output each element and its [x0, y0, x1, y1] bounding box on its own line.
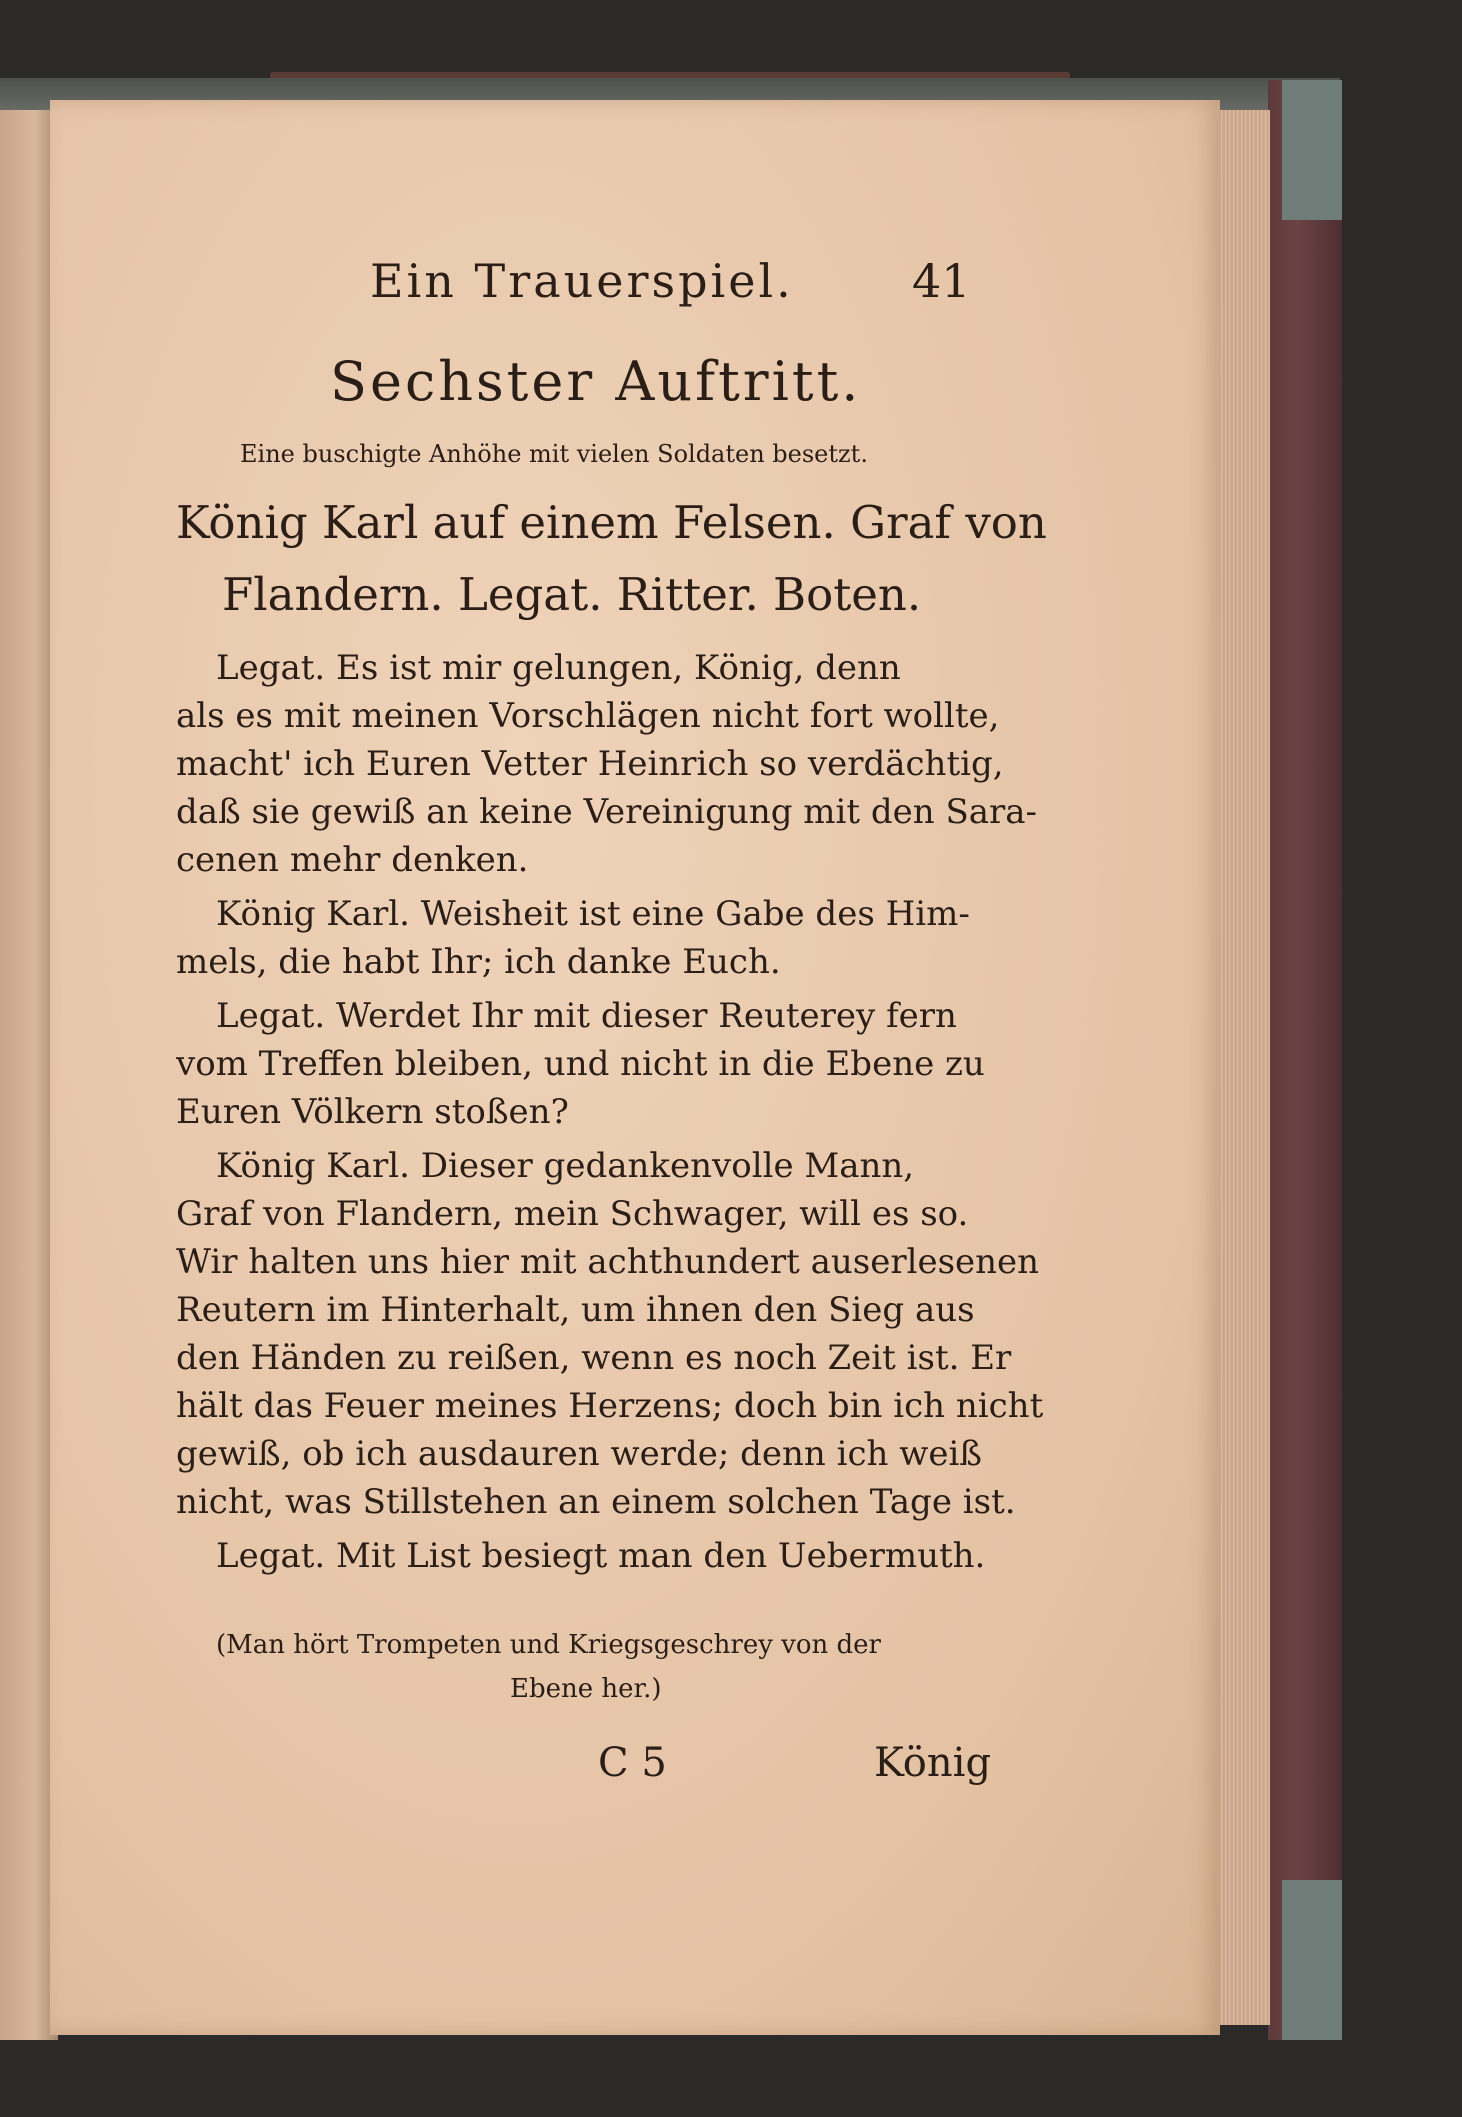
dialogue-line: Reutern im Hinterhalt, um ihnen den Sieg aus: [176, 1290, 975, 1330]
stage-direction-end: (Man hört Trompeten und Kriegsgeschrey von der: [216, 1630, 881, 1660]
dialogue-line: cenen mehr denken.: [176, 840, 529, 880]
spine-cloth-bottom: [1282, 1880, 1342, 2040]
stage-direction: Eine buschigte Anhöhe mit vielen Soldaten besetzt.: [240, 440, 868, 468]
dialogue-line: mels, die habt Ihr; ich danke Euch.: [176, 942, 781, 982]
dialogue-line: daß sie gewiß an keine Vereinigung mit den Sara-: [176, 792, 1038, 832]
dialogue-line: gewiß, ob ich ausdauren werde; denn ich weiß: [176, 1434, 983, 1474]
dialogue-line: als es mit meinen Vorschlägen nicht fort wollte,: [176, 696, 1000, 736]
dialogue-line: König Karl. Weisheit ist eine Gabe des Him-: [216, 894, 970, 934]
dialogue-line: hält das Feuer meines Herzens; doch bin ich nicht: [176, 1386, 1044, 1426]
dialogue-line: Euren Völkern stoßen?: [176, 1092, 569, 1132]
dialogue-line: Wir halten uns hier mit achthundert auserlesenen: [176, 1242, 1040, 1282]
dialogue-line: den Händen zu reißen, wenn es noch Zeit ist. Er: [176, 1338, 1012, 1378]
book-spine: [1268, 80, 1342, 2040]
catchword: König: [874, 1740, 992, 1786]
dialogue-line: macht' ich Euren Vetter Heinrich so verdächtig,: [176, 744, 1004, 784]
page-number: 41: [912, 254, 971, 308]
dialogue-line: König Karl. Dieser gedankenvolle Mann,: [216, 1146, 915, 1186]
dialogue-line: Legat. Es ist mir gelungen, König, denn: [216, 648, 901, 688]
dialogue-line: Legat. Mit List besiegt man den Uebermuth.: [216, 1536, 986, 1576]
dialogue-line: Graf von Flandern, mein Schwager, will es so.: [176, 1194, 969, 1234]
running-head: Ein Trauerspiel.: [370, 254, 794, 308]
scene-title: Sechster Auftritt.: [330, 350, 862, 413]
dialogue-line: Legat. Werdet Ihr mit dieser Reuterey fern: [216, 996, 957, 1036]
signature-mark: C 5: [598, 1740, 667, 1786]
dialogue-line: vom Treffen bleiben, und nicht in die Ebene zu: [176, 1044, 985, 1084]
stage-direction-end: Ebene her.): [510, 1674, 662, 1704]
dialogue-line: nicht, was Stillstehen an einem solchen Tage ist.: [176, 1482, 1016, 1522]
spine-cloth-top: [1282, 80, 1342, 220]
characters-line: Flandern. Legat. Ritter. Boten.: [222, 568, 922, 621]
characters-line: König Karl auf einem Felsen. Graf von: [176, 496, 1047, 549]
